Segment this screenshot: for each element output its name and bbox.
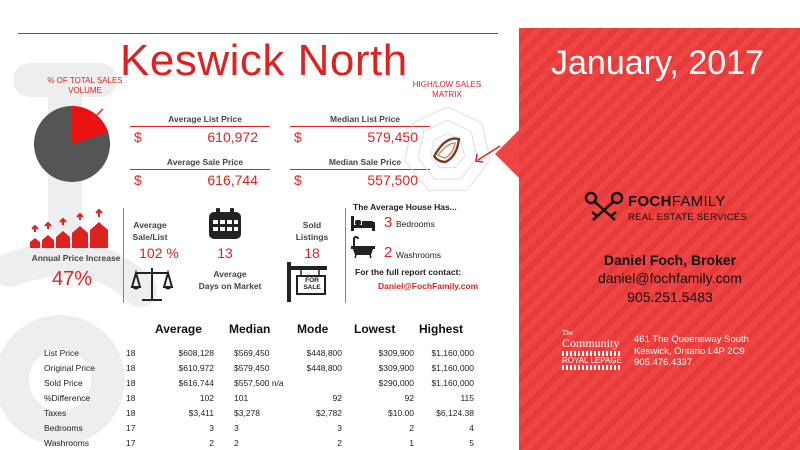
- table-cell: 2: [234, 438, 239, 448]
- report-contact-label: For the full report contact:: [355, 267, 462, 277]
- table-cell: $309,900: [378, 348, 414, 358]
- table-header-highest: Highest: [419, 322, 464, 336]
- days-value: 13: [217, 245, 233, 261]
- rl-stripes-bottom: [562, 365, 622, 370]
- table-header-average: Average: [155, 322, 202, 336]
- table-cell: 5: [469, 438, 474, 448]
- sale-list-label: [125, 219, 175, 243]
- sold-label-1: Sold: [302, 220, 322, 230]
- rl-the: The: [562, 329, 573, 337]
- sale-list-value: 102 %: [139, 245, 179, 261]
- table-header-lowest: Lowest: [354, 322, 396, 336]
- table-cell: 18: [126, 393, 136, 403]
- table-cell: 2: [209, 438, 214, 448]
- median-sale-label: Median Sale Price: [328, 157, 402, 167]
- days-label-1: Average: [213, 269, 247, 279]
- table-cell: $448,800: [306, 348, 342, 358]
- annual-increase-value: 47%: [52, 268, 93, 290]
- sold-label: [290, 219, 334, 243]
- calendar-icon: [208, 208, 242, 240]
- row-label: List Price: [44, 348, 79, 358]
- title-rule: [18, 33, 498, 34]
- row-label: Sold Price: [44, 378, 83, 388]
- rl-royal: ROYAL LEPAGE: [562, 356, 622, 365]
- currency-symbol: $: [294, 128, 302, 145]
- washrooms-count: 2: [384, 244, 393, 261]
- table-cell: 18: [126, 348, 136, 358]
- currency-symbol: $: [134, 128, 142, 145]
- table-cell: 17: [126, 438, 136, 448]
- bedrooms-count: 3: [384, 214, 393, 231]
- report-contact-email[interactable]: Daniel@FochFamily.com: [378, 281, 479, 291]
- address-line-3: 905.476.4337: [634, 357, 693, 368]
- brand-name-rest: FAMILY: [671, 193, 726, 210]
- bedrooms-label: Bedrooms: [396, 219, 435, 229]
- sale-list-label-2: Sale/List: [132, 232, 168, 242]
- avg-list-value: 610,972: [207, 128, 258, 145]
- for-sale-sign-text: FOR SALE: [303, 277, 321, 291]
- avg-sale-label: Average Sale Price: [166, 157, 244, 167]
- table-cell: 92: [332, 393, 342, 403]
- table-cell: 2: [337, 438, 342, 448]
- table-cell: $579,450: [234, 363, 270, 373]
- brand-subtitle: REAL ESTATE SERVICES: [628, 212, 748, 223]
- row-label: Washrooms: [44, 438, 90, 448]
- avg-sale-value: 616,744: [207, 171, 258, 188]
- currency-symbol: $: [134, 171, 142, 188]
- pie-label: % OF TOTAL SALES VOLUME: [47, 76, 123, 95]
- median-list-value: 579,450: [367, 128, 418, 145]
- avg-list-price: [130, 112, 270, 146]
- page-title: Keswick North: [120, 36, 408, 85]
- table-cell: 17: [126, 423, 136, 433]
- table-cell: 18: [126, 378, 136, 388]
- agent-phone[interactable]: 905.251.5483: [627, 289, 713, 305]
- table-cell: $309,900: [378, 363, 414, 373]
- panel-pointer: [495, 128, 521, 180]
- row-label: Taxes: [44, 408, 67, 418]
- table-cell: 115: [460, 393, 474, 403]
- bathtub-icon: [350, 236, 376, 258]
- table-cell: $1,160,000: [431, 378, 474, 388]
- table-cell: 3: [234, 423, 239, 433]
- divider: [123, 208, 124, 303]
- table-cell: 18: [126, 363, 136, 373]
- table-cell: $1,160,000: [431, 348, 474, 358]
- table-cell: $3,278: [234, 408, 260, 418]
- table-cell: $2,782: [316, 408, 342, 418]
- brand-panel: [519, 28, 800, 450]
- table-cell: $6,124.38: [436, 408, 474, 418]
- avg-sale-price: [130, 155, 270, 189]
- table-cell: $3,411: [188, 408, 214, 418]
- matrix-label: HIGH/LOW SALES MATRIX: [412, 80, 482, 99]
- days-label: [185, 268, 275, 292]
- agent-name: Daniel Foch, Broker: [603, 252, 737, 268]
- address-line-1: 461 The Queensway South: [634, 334, 749, 345]
- row-label: Bedrooms: [44, 423, 83, 433]
- table-cell: $610,972: [178, 363, 214, 373]
- sold-label-2: Listings: [295, 232, 329, 242]
- agent-email[interactable]: daniel@fochfamily.com: [598, 270, 742, 286]
- avg-list-label: Average List Price: [168, 114, 242, 124]
- rising-houses-icon: [28, 208, 114, 248]
- divider: [345, 208, 346, 303]
- office-address: [634, 334, 749, 369]
- bed-icon: [350, 214, 376, 232]
- washrooms-label: Washrooms: [396, 250, 442, 260]
- table-cell: 102: [199, 393, 214, 403]
- table-cell: 3: [337, 423, 342, 433]
- table-cell: $557,500 n/a: [234, 378, 284, 388]
- table-cell: 18: [126, 408, 136, 418]
- row-label: Original Price: [44, 363, 96, 373]
- brand-name-bold: FOCH: [628, 193, 672, 210]
- days-label-2: Days on Market: [198, 281, 262, 291]
- table-header-median: Median: [229, 322, 271, 336]
- address-line-2: Keswick, Ontario L4P 2C9: [634, 345, 745, 357]
- median-list-label: Median List Price: [330, 114, 400, 124]
- pie-pointer-icon: [90, 108, 104, 122]
- median-sale-value: 557,500: [367, 171, 418, 188]
- sale-list-label-1: Average: [133, 220, 167, 230]
- table-cell: $608,128: [178, 348, 214, 358]
- table-cell: 3: [209, 423, 214, 433]
- table-cell: $290,000: [378, 378, 414, 388]
- table-cell: $10.00: [388, 408, 414, 418]
- balance-scale-icon: [130, 265, 174, 303]
- table-cell: 101: [234, 393, 249, 403]
- annual-increase-label: Annual Price Increase: [31, 253, 121, 263]
- table-cell: $448,800: [306, 363, 342, 373]
- royal-lepage-logo: [562, 330, 630, 372]
- sold-value: 18: [304, 245, 320, 261]
- table-cell: $1,160,000: [431, 363, 474, 373]
- currency-symbol: $: [294, 171, 302, 188]
- average-house-title: The Average House Has...: [353, 202, 457, 212]
- brand-name: [628, 193, 726, 210]
- table-cell: $616,744: [178, 378, 214, 388]
- table-cell: 1: [409, 438, 414, 448]
- crossed-keys-icon: [583, 190, 625, 224]
- table-cell: $569,450: [234, 348, 270, 358]
- row-label: %Difference: [44, 393, 91, 403]
- table-cell: 4: [469, 423, 474, 433]
- report-date: January, 2017: [551, 44, 764, 82]
- table-cell: 92: [404, 393, 414, 403]
- table-header-mode: Mode: [297, 322, 329, 336]
- table-cell: 2: [409, 423, 414, 433]
- rl-community: Community: [562, 336, 620, 350]
